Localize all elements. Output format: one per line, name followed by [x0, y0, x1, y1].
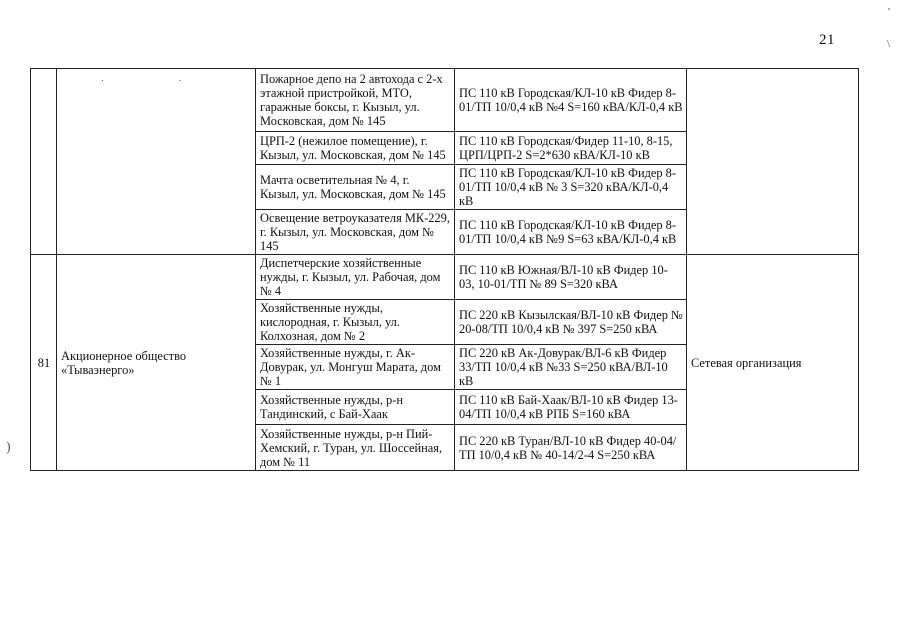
cell-number-continued — [31, 69, 57, 255]
cell-power-source: ПС 110 кВ Городская/КЛ-10 кВ Фидер 8-01/ТП 10/0,4 кВ № 3 S=320 кВА/КЛ-0,4 кВ — [455, 165, 687, 210]
network-objects-table — [30, 68, 859, 471]
cell-object: Освещение ветроуказателя МК-229, г. Кызыл, ул. Московская, дом № 145 — [256, 210, 455, 255]
cell-power-source: ПС 110 кВ Городская/Фидер 11-10, 8-15, ЦРП/ЦРП-2 S=2*630 кВА/КЛ-10 кВ — [455, 132, 687, 165]
cell-object: Хозяйственные нужды, г. Ак-Довурак, ул. Монгуш Марата, дом № 1 — [256, 345, 455, 390]
cell-object: Пожарное депо на 2 автохода с 2-х этажной пристройкой, МТО, гаражные боксы, г. Кызыл, ул. Московская, дом № 145 — [256, 69, 455, 132]
cell-object: Диспетчерские хозяйственные нужды, г. Кызыл, ул. Рабочая, дом № 4 — [256, 255, 455, 300]
cell-object: Хозяйственные нужды, р-н Тандинский, с Бай-Хаак — [256, 390, 455, 425]
cell-org-type: Сетевая организация — [687, 255, 859, 471]
cell-row-number: 81 — [31, 255, 57, 471]
cell-organization: Акционерное общество «Тываэнерго» — [57, 255, 256, 471]
cell-object: Хозяйственные нужды, кислородная, г. Кызыл, ул. Колхозная, дом № 2 — [256, 300, 455, 345]
scan-mark-top-right-a: ' — [888, 6, 890, 18]
cell-organization-continued — [57, 69, 256, 255]
cell-power-source: ПС 220 кВ Кызылская/ВЛ-10 кВ Фидер № 20-08/ТП 10/0,4 кВ № 397 S=250 кВА — [455, 300, 687, 345]
cell-power-source: ПС 110 кВ Городская/КЛ-10 кВ Фидер 8-01/ТП 10/0,4 кВ №4 S=160 кВА/КЛ-0,4 кВ — [455, 69, 687, 132]
cell-object: Мачта осветительная № 4, г. Кызыл, ул. Московская, дом № 145 — [256, 165, 455, 210]
org-dots: . . — [101, 72, 218, 84]
cell-power-source: ПС 220 кВ Туран/ВЛ-10 кВ Фидер 40-04/ТП 10/0,4 кВ № 40-14/2-4 S=250 кВА — [455, 425, 687, 471]
scan-mark-top-right-b: \ — [887, 38, 891, 50]
cell-object: Хозяйственные нужды, р-н Пий-Хемский, г. Туран, ул. Шоссейная, дом № 11 — [256, 425, 455, 471]
scan-mark-left-edge: ) — [6, 440, 11, 455]
table-row — [31, 255, 859, 300]
cell-power-source: ПС 110 кВ Южная/ВЛ-10 кВ Фидер 10-03, 10-01/ТП № 89 S=320 кВА — [455, 255, 687, 300]
cell-org-type-continued — [687, 69, 859, 255]
cell-power-source: ПС 110 кВ Бай-Хаак/ВЛ-10 кВ Фидер 13-04/ТП 10/0,4 кВ РПБ S=160 кВА — [455, 390, 687, 425]
table-row — [31, 69, 859, 132]
cell-power-source: ПС 110 кВ Городская/КЛ-10 кВ Фидер 8-01/ТП 10/0,4 кВ №9 S=63 кВА/КЛ-0,4 кВ — [455, 210, 687, 255]
page-number: 21 — [819, 32, 835, 48]
cell-power-source: ПС 220 кВ Ак-Довурак/ВЛ-6 кВ Фидер 33/ТП 10/0,4 кВ №33 S=250 кВА/ВЛ-10 кВ — [455, 345, 687, 390]
cell-object: ЦРП-2 (нежилое помещение), г. Кызыл, ул. Московская, дом № 145 — [256, 132, 455, 165]
